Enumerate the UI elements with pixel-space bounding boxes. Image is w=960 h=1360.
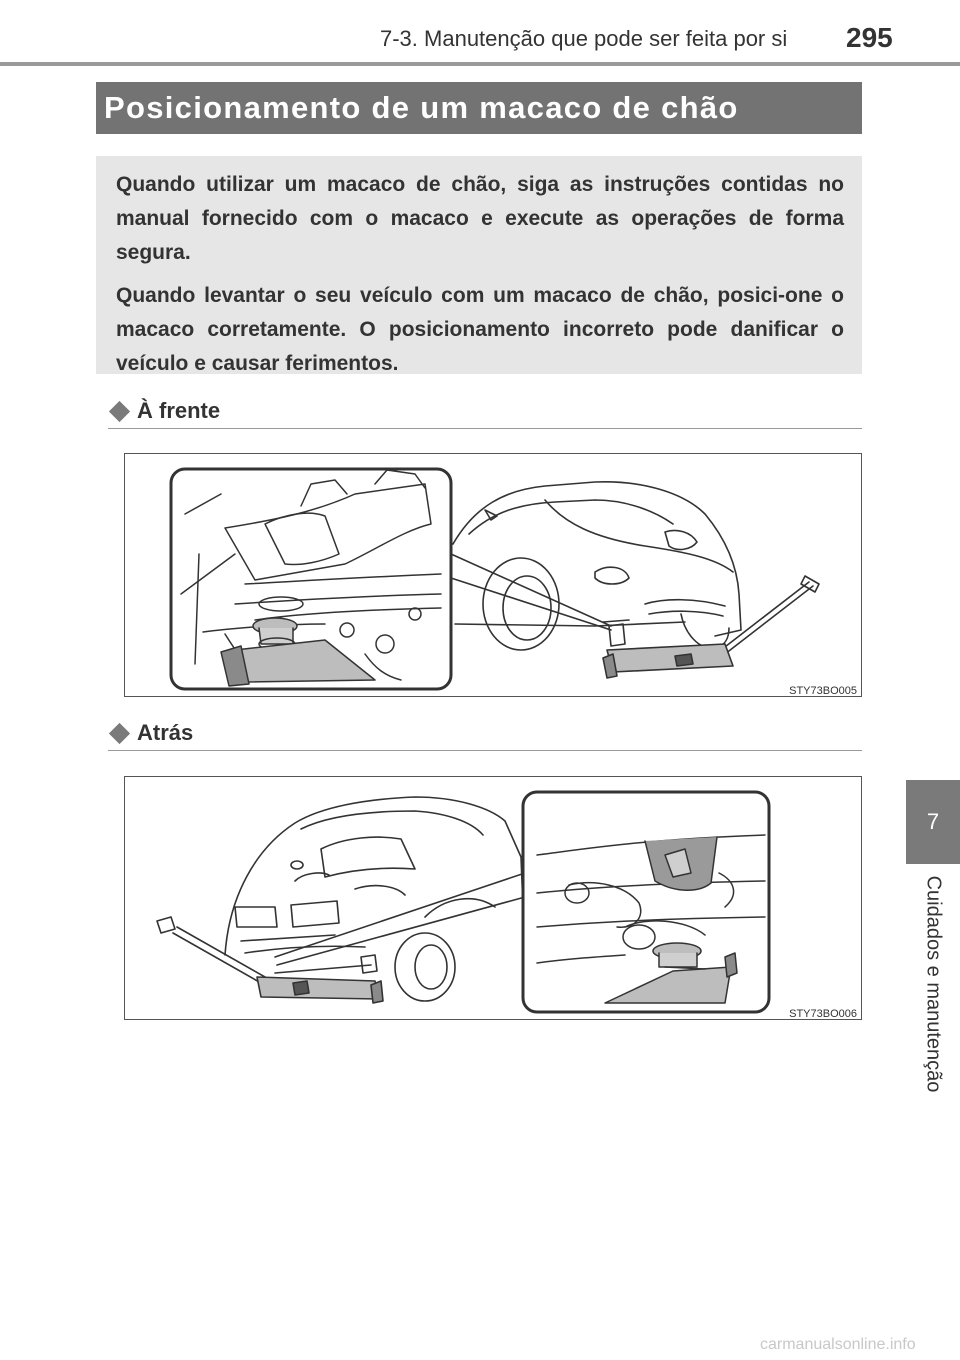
intro-paragraph-1: Quando utilizar um macaco de chão, siga as instruções contidas no manual fornecido com o macaco e execute as operações de forma segura. bbox=[116, 173, 844, 264]
subhead-front-label: À frente bbox=[137, 398, 221, 423]
figure-code-front: STY73BO005 bbox=[789, 685, 857, 697]
rear-jack-illustration bbox=[125, 777, 863, 1021]
diamond-bullet-icon bbox=[109, 400, 130, 421]
header-section-title: 7-3. Manutenção que pode ser feita por si bbox=[380, 26, 788, 51]
figure-code-rear: STY73BO006 bbox=[789, 1008, 857, 1020]
diamond-bullet-icon bbox=[109, 722, 130, 743]
header-rule bbox=[0, 62, 960, 66]
front-jack-illustration bbox=[125, 454, 863, 698]
page-number: 295 bbox=[846, 22, 893, 53]
figure-rear-jack bbox=[124, 776, 862, 1020]
subhead-rear bbox=[108, 716, 862, 751]
subhead-front bbox=[108, 394, 862, 429]
footer-watermark: carmanualsonline.info bbox=[760, 1336, 916, 1353]
chapter-tab-title: Cuidados e manutenção bbox=[922, 875, 945, 1093]
chapter-tab-number: 7 bbox=[906, 780, 960, 864]
intro-paragraph-2: Quando levantar o seu veículo com um macaco de chão, posici-one o macaco corretamente. O posicionamento incorreto pode danificar o veículo e causar ferimentos. bbox=[116, 284, 844, 375]
chapter-tab-label bbox=[906, 864, 960, 1104]
subhead-rear-label: Atrás bbox=[137, 720, 194, 745]
page-title: Posicionamento de um macaco de chão bbox=[96, 82, 862, 134]
figure-front-jack bbox=[124, 453, 862, 697]
intro-box bbox=[96, 156, 862, 374]
